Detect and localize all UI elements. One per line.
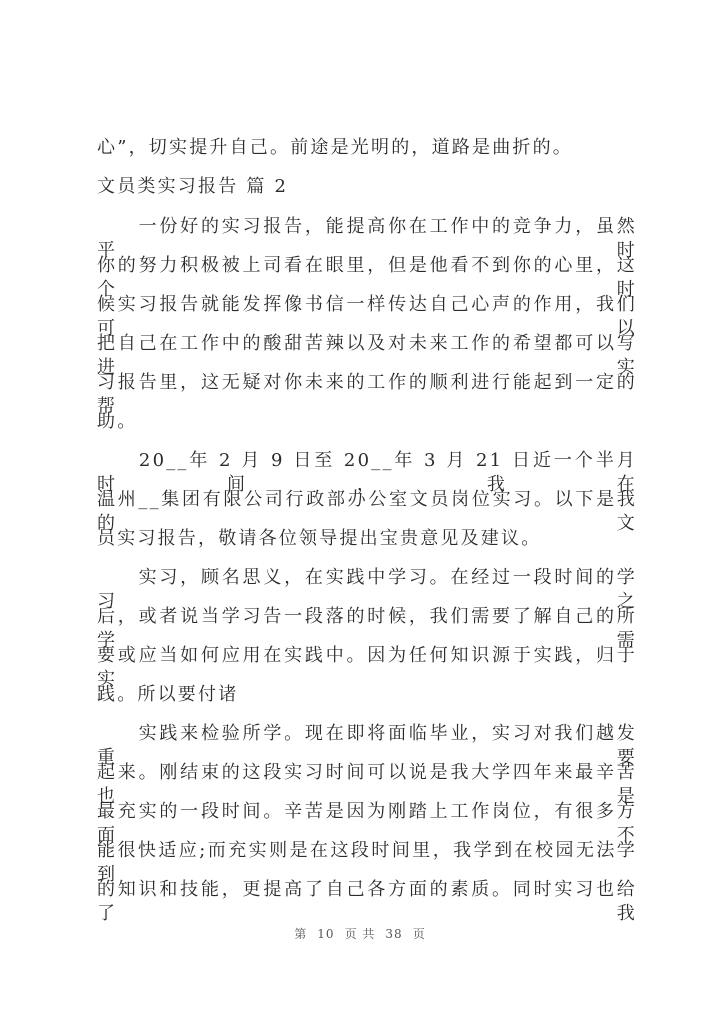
text-line: 实践来检验所学。现在即将面临毕业，实习对我们越发重要 — [97, 723, 637, 768]
text-line: 一份好的实习报告，能提高你在工作中的竞争力，虽然平时 — [97, 216, 637, 261]
text-line: 心”，切实提升自己。前途是光明的，道路是曲折的。 — [97, 137, 573, 158]
text-line: 你的努力积极被上司看在眼里，但是他看不到你的心里，这个时 — [97, 255, 637, 300]
text-line: 把自己在工作中的酸甜苦辣以及对未来工作的希望都可以写进实 — [97, 333, 637, 378]
text-line: 20__年 2 月 9 日至 20__年 3 月 21 日近一个半月时间，我在 — [97, 450, 637, 495]
page-label-suffix: 页 — [412, 927, 426, 941]
text-line: 温州__集团有限公司行政部办公室文员岗位实习。以下是我的文 — [97, 489, 637, 534]
text-line: 习报告里，这无疑对你未来的工作的顺利进行能起到一定的帮 — [97, 372, 637, 417]
text-line: 助。 — [97, 411, 138, 432]
current-page-number: 10 — [317, 927, 335, 941]
text-line: 践。所以要付诸 — [97, 684, 239, 705]
page-footer — [0, 926, 720, 942]
text-line: 后，或者说当学习告一段落的时候，我们需要了解自己的所学需 — [97, 606, 637, 651]
text-line: 要或应当如何应用在实践中。因为任何知识源于实践，归于实 — [97, 645, 637, 690]
text-line: 候实习报告就能发挥像书信一样传达自己心声的作用，我们可以 — [97, 294, 637, 339]
section-heading: 文员类实习报告 篇 2 — [97, 176, 289, 197]
text-line: 的知识和技能，更提高了自己各方面的素质。同时实习也给了我 — [97, 879, 637, 924]
text-line: 员实习报告，敬请各位领导提出宝贵意见及建议。 — [97, 528, 542, 549]
text-line: 能很快适应;而充实则是在这段时间里，我学到在校园无法学到 — [97, 840, 637, 885]
total-pages-number: 38 — [385, 927, 403, 941]
text-line: 起来。刚结束的这段实习时间可以说是我大学四年来最辛苦也是 — [97, 762, 637, 807]
text-line: 实习，顾名思义，在实践中学习。在经过一段时间的学习之 — [97, 567, 637, 612]
page-label-prefix: 第 — [294, 927, 308, 941]
page-label-mid: 页 共 — [344, 927, 376, 941]
text-line: 最充实的一段时间。辛苦是因为刚踏上工作岗位，有很多方面不 — [97, 801, 637, 846]
